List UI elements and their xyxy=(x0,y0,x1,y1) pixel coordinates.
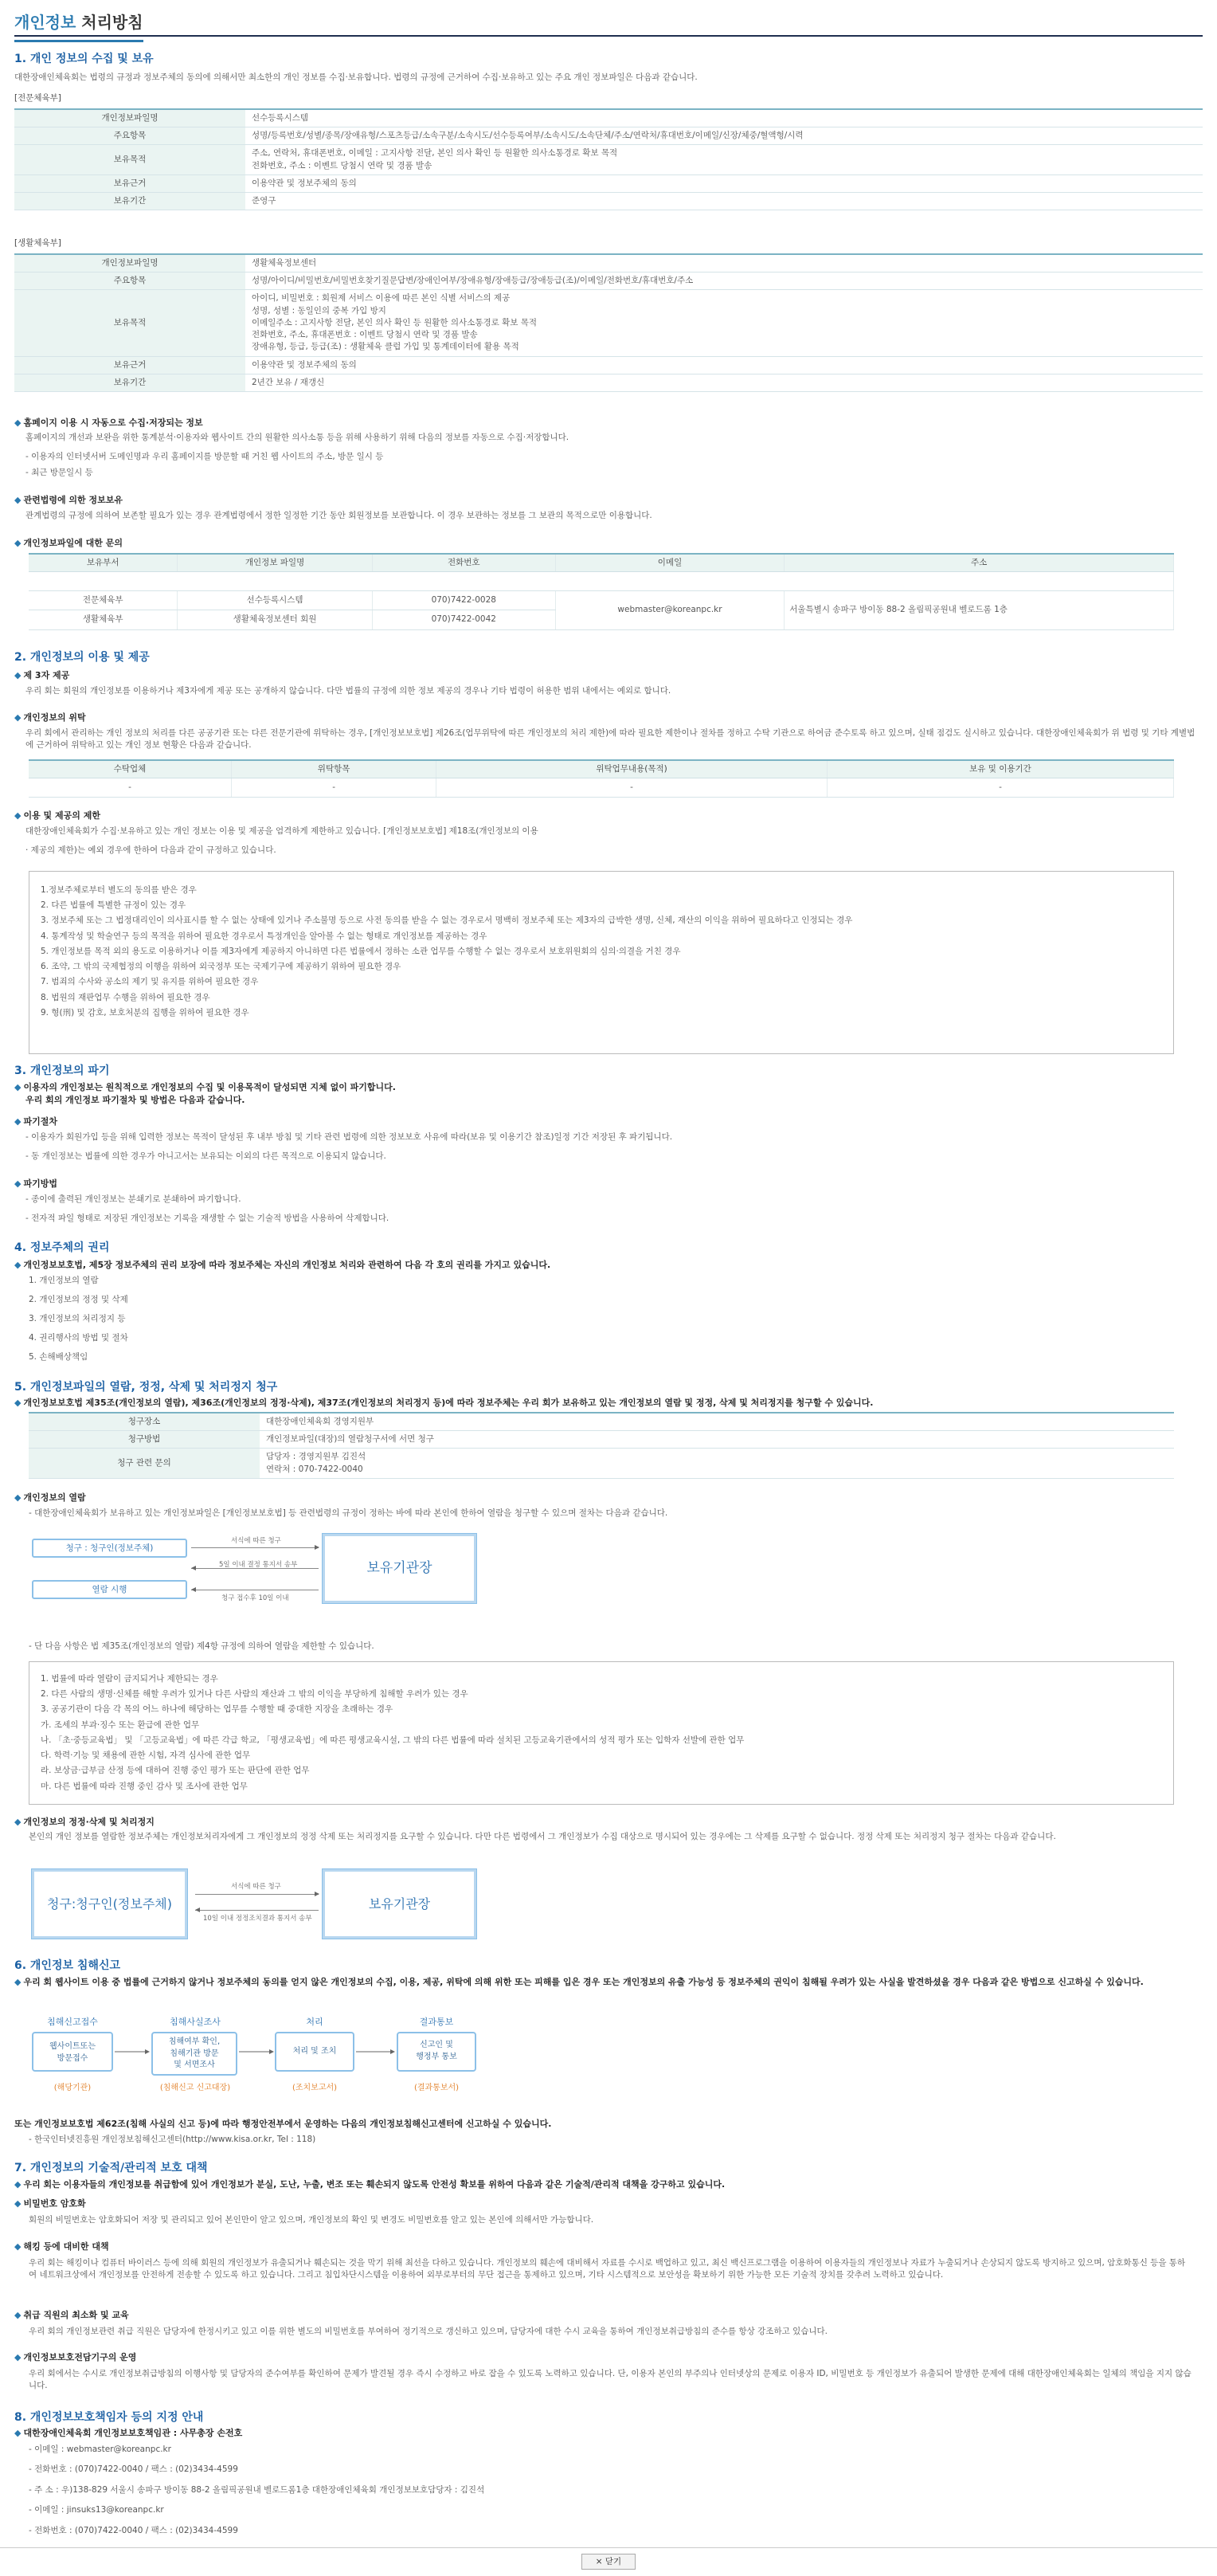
section-6-title: 6. 개인정보 침해신고 xyxy=(14,1959,120,1972)
heading-inquiry: ◆ 개인정보파일에 대한 문의 xyxy=(14,538,123,548)
heading-entrust: ◆ 개인정보의 위탁 xyxy=(14,712,86,723)
page-header xyxy=(14,0,1203,37)
list-item: 3. 개인정보의 처리정지 등 xyxy=(29,1314,126,1323)
step-sub-2: (침해신고 신고대장) xyxy=(159,2084,231,2092)
entrust-table: 수탁업체 위탁항목 위탁업무내용(목적) 보유 및 이용기간 - - - - xyxy=(29,759,1174,798)
entrust-text: 우리 회에서 관리하는 개인 정보의 처리를 다른 공공기관 또는 다른 전문기관에 위탁하는 경우, [개인정보보호법] 제26조(업무위탁에 따른 개인정보의 처리 제한)에 따라 필요한 제한이나 절차를 정하고 수탁 기관으로 하여금 준수토록 하고 있으며, 실태 점검도 실시하고 있습니다. 대한장애인체육회가 위 법령 및 기타 계별법에 근거하여 위탁하고 있는 개인 정보 현황은 다음과 같습니다. xyxy=(25,728,1195,751)
row-value: 성명/아이디/비밀번호/비밀번호찾기질문답변/장애인여부/장애유형/장애등급/장애등급(조)/이메일/전화번호/휴대번호/주소 xyxy=(245,272,1203,290)
row-key: 청구장소 xyxy=(29,1413,260,1431)
flow2-label-1: 서식에 따른 청구 xyxy=(231,1883,281,1891)
row-value: 성명/등록번호/성별/종목/장애유형/스포츠등급/소속구분/소속시도/선수등록여부/소속시도/소속단체/주소/연락처/휴대번호/이메일/신장/체중/혈액형/시력 xyxy=(245,127,1203,145)
request-table xyxy=(29,1412,1174,1479)
list-item: 8. 법원의 재판업무 수행을 위하여 필요한 경우 xyxy=(41,992,210,1002)
heading-auto-collect: ◆ 홈페이지 이용 시 자동으로 수집·저장되는 정보 xyxy=(14,418,203,428)
heading-password: ◆ 비밀번호 암호화 xyxy=(14,2198,86,2209)
list-item: 6. 조약, 그 밖의 국제협정의 이행을 위하여 외국정부 또는 국제기구에 제공하기 위하여 필요한 경우 xyxy=(41,962,401,972)
table-row: - - - - xyxy=(29,778,1174,798)
inq-head-phone: 전화번호 xyxy=(372,554,555,572)
row-value: 담당자 : 경영지원부 김진석 연락처 : 070-7422-0040 xyxy=(260,1449,1174,1478)
table-row: 전문체육부 선수등록시스템 070)7422-0028 webmaster@koreanpc.kr 서울특별시 송파구 방이동 88-2 올림픽공원내 벨로드롬 1층 xyxy=(29,591,1174,610)
section-7-title: 7. 개인정보의 기술적/관리적 보호 대책 xyxy=(14,2162,208,2174)
table-row xyxy=(14,356,1203,374)
list-item: 1. 개인정보의 열람 xyxy=(29,1276,99,1285)
officer-line: - 주 소 : 우)138-829 서울시 송파구 방이동 88-2 올림픽공원내 벨로드롬1층 대한장애인체육회 개인정보보호담당자 : 김진석 xyxy=(29,2485,485,2495)
row-value: 이용약관 및 정보주체의 동의 xyxy=(245,174,1203,192)
password-text: 회원의 비밀번호는 암호화되어 저장 및 관리되고 있어 본인만이 알고 있으며, 개인정보의 확인 및 변경도 비밀번호를 알고 있는 본인에 의해서만 가능합니다. xyxy=(29,2215,594,2225)
officer-line: - 이메일 : webmaster@koreanpc.kr xyxy=(29,2445,171,2454)
report-center-text: 또는 개인정보보호법 제62조(침해 사실의 신고 등)에 따라 행정안전부에서 운영하는 다음의 개인정보침해신고센터에 신고하실 수 있습니다. xyxy=(14,2119,552,2129)
law-retention-text: 관계법령의 규정에 의하여 보존할 필요가 있는 경우 관계법령에서 정한 일정한 기간 동안 회원정보를 보관합니다. 이 경우 보관하는 정보를 그 보관의 목적으로만 이용합니다. xyxy=(25,511,652,520)
list-item: 2. 개인정보의 정정 및 삭제 xyxy=(29,1295,128,1304)
heading-hacking: ◆ 해킹 등에 대비한 대책 xyxy=(14,2241,109,2252)
row-value: 2년간 보유 / 재갱신 xyxy=(245,374,1203,391)
section-2-title: 2. 개인정보의 이용 및 제공 xyxy=(14,651,150,664)
auto-collect-item-2: - 최근 방문일시 등 xyxy=(25,468,93,477)
section-3-title: 3. 개인정보의 파기 xyxy=(14,1065,110,1077)
section-5-title: 5. 개인정보파일의 열람, 정정, 삭제 및 처리정지 청구 xyxy=(14,1381,278,1394)
step-caption-3: 처리 xyxy=(306,2017,323,2027)
heading-fix: ◆ 개인정보의 정정·삭제 및 처리정지 xyxy=(14,1817,155,1827)
destroy-proc-1: - 이용자가 회원가입 등을 위해 입력한 정보는 목적이 달성된 후 내부 방침 및 기타 관련 법령에 의한 정보보호 사유에 따라(보유 및 이용기간 참조)일정 기간 저장된 후 파기됩니다. xyxy=(25,1132,673,1142)
flow-label-1: 서식에 따른 청구 xyxy=(231,1537,281,1545)
flow2-label-2: 10일 이내 정정조치결과 통지서 송부 xyxy=(203,1915,312,1923)
heading-destroy-main-2: 우리 회의 개인정보 파기절차 및 방법은 다음과 같습니다. xyxy=(25,1095,245,1105)
flow-label-2: 5일 이내 결정 통지서 송부 xyxy=(219,1561,298,1569)
destroy-method-1: - 종이에 출력된 개인정보는 분쇄기로 분쇄하여 파기합니다. xyxy=(25,1194,241,1204)
table-row xyxy=(14,254,1203,272)
limit-text-1: 대한장애인체육회가 수집·보유하고 있는 개인 정보는 이용 및 제공을 엄격하게 제한하고 있습니다. [개인정보보호법] 제18조(개인정보의 이용 xyxy=(25,826,538,836)
heading-request: ◆ 개인정보보호법 제35조(개인정보의 열람), 제36조(개인정보의 정정·삭제), 제37조(개인정보의 처리정지 등)에 따라 정보주체는 우리 회가 보유하고 있는 개인정보의 열람 및 정정, 삭제 및 처리정지를 청구할 수 있습니다. xyxy=(14,1398,874,1408)
table-file-2 xyxy=(14,253,1203,392)
limit-text-2: · 제공의 제한)는 예외 경우에 한하여 다음과 같이 규정하고 있습니다. xyxy=(25,845,276,855)
view-limit-box xyxy=(29,1661,1174,1805)
section-4-title: 4. 정보주체의 권리 xyxy=(14,1241,110,1254)
dept-label-1: [전문체육부] xyxy=(14,93,61,103)
table-row xyxy=(14,127,1203,145)
row-value: 개인정보파일(대장)의 열람청구서에 서면 청구 xyxy=(260,1431,1174,1449)
staff-text: 우리 회의 개인정보관련 취급 직원은 담당자에 한정시키고 있고 이를 위한 별도의 비밀번호를 부여하여 정기적으로 갱신하고 있으며, 담당자에 대한 수시 교육을 통하여 개인정보취급방침의 준수를 항상 강조하고 있습니다. xyxy=(29,2327,828,2336)
table-row xyxy=(14,145,1203,174)
destroy-proc-2: - 동 개인정보는 법률에 의한 경우가 아니고서는 보유되는 이외의 다른 목적으로 이용되지 않습니다. xyxy=(25,1151,386,1161)
step-caption-1: 침해신고접수 xyxy=(47,2017,98,2027)
row-value: 생활체육정보센터 xyxy=(245,254,1203,272)
row-key: 주요항목 xyxy=(14,127,245,145)
table-row xyxy=(29,1431,1174,1449)
list-item: 1.정보주체로부터 별도의 동의를 받은 경우 xyxy=(41,885,197,895)
row-value: 선수등록시스템 xyxy=(245,109,1203,127)
row-key: 보유목적 xyxy=(14,290,245,356)
auto-collect-text: 홈페이지의 개선과 보완을 위한 통계분석·이용자와 웹사이트 간의 원활한 의사소통 등을 위해 사용하기 위해 다음의 정보를 자동으로 수집·저장합니다. xyxy=(25,433,569,442)
destroy-method-2: - 전자적 파일 형태로 저장된 개인정보는 기록을 재생할 수 없는 기술적 방법을 사용하여 삭제합니다. xyxy=(25,1214,389,1223)
list-item: 5. 손해배상책임 xyxy=(29,1352,88,1362)
row-key: 보유근거 xyxy=(14,356,245,374)
list-item: 라. 보상금·급부금 산정 등에 대하여 진행 중인 평가 또는 판단에 관한 업무 xyxy=(41,1766,310,1776)
table-row xyxy=(14,109,1203,127)
hacking-text: 우리 회는 해킹이나 컴퓨터 바이러스 등에 의해 회원의 개인정보가 유출되거나 훼손되는 것을 막기 위해 최선을 다하고 있습니다. 개인정보의 훼손에 대비해서 자료를 수시로 백업하고 있고, 최신 백신프로그램을 이용하여 이용자들의 개인정보나 자료가 누출되거나 손상되지 않도록 방지하고 있으며, 암호화통신 등을 통하여 네트워크상에서 개인정보를 안전하게 전송할 수 있도록 하고 있습니다. 그리고 침입차단시스템을 이용하여 외부로부터의 무단 접근을 통제하고 있으며, 기타 시스템적으로 보안성을 확보하기 위한 가능한 모든 기술적 장치를 갖추려 노력하고 있습니다. xyxy=(29,2258,1186,2280)
close-button[interactable]: × 닫기 xyxy=(581,2554,636,2570)
table-file-1 xyxy=(14,108,1203,210)
inq-head-email: 이메일 xyxy=(555,554,785,572)
list-item: 2. 다른 법률에 특별한 규정이 있는 경우 xyxy=(41,900,186,911)
list-item: 5. 개인정보를 목적 외의 용도로 이용하거나 이를 제3자에게 제공하지 아니하면 다른 법률에서 정하는 소관 업무를 수행할 수 없는 경우로서 보호위원회의 심의·의결을 거친 경우 xyxy=(41,946,681,956)
list-item: 9. 형(刑) 및 감호, 보호처분의 집행을 위하여 필요한 경우 xyxy=(41,1007,249,1017)
inq-head-address: 주소 xyxy=(785,554,1174,572)
inq-address: 서울특별시 송파구 방이동 88-2 올림픽공원내 벨로드롬 1층 xyxy=(785,591,1174,629)
row-key: 보유목적 xyxy=(14,145,245,174)
view-text: - 대한장애인체육회가 보유하고 있는 개인정보파일은 [개인정보보호법] 등 관련법령의 규정이 정하는 바에 따라 본인에 한하여 열람을 청구할 수 있으며 절차는 다음과 같습니다. xyxy=(29,1508,668,1518)
flow-holder-box: 보유기관장 xyxy=(323,1534,476,1603)
list-item: 2. 다른 사람의 생명·신체를 해할 우려가 있거나 다른 사람의 재산과 그 밖의 이익을 부당하게 침해할 우려가 있는 경우 xyxy=(41,1689,468,1700)
list-item: 3. 정보주체 또는 그 법정대리인이 의사표시를 할 수 없는 상태에 있거나 주소불명 등으로 사전 동의를 받을 수 없는 경우로서 명백히 정보주체 또는 제3자의 급박한 생명, 신체, 재산의 이익을 위하여 필요하다고 인정되는 경우 xyxy=(41,916,853,926)
dept-label-2: [생활체육부] xyxy=(14,238,61,248)
row-key: 보유근거 xyxy=(14,174,245,192)
inq-head-dept: 보유부서 xyxy=(29,554,178,572)
list-item: 4. 통계작성 및 학술연구 등의 목적을 위하여 필요한 경우로서 특정개인을 알아볼 수 없는 형태로 개인정보를 제공하는 경우 xyxy=(41,931,487,941)
step-caption-4: 결과통보 xyxy=(419,2017,454,2027)
officer-line: - 전화번호 : (070)7422-0040 / 팩스 : (02)3434-4599 xyxy=(29,2526,238,2535)
step-sub-4: (결과통보서) xyxy=(413,2084,460,2092)
heading-officer: ◆ 대한장애인체육회 개인정보보호책임관 : 사무총장 손전호 xyxy=(14,2428,243,2438)
flow2-holder-box: 보유기관장 xyxy=(323,1869,476,1939)
heading-destroy-method: ◆ 파기방법 xyxy=(14,1178,57,1189)
heading-staff: ◆ 취급 직원의 최소화 및 교육 xyxy=(14,2310,129,2320)
table-row xyxy=(14,290,1203,356)
step-caption-2: 침해사실조사 xyxy=(170,2017,221,2027)
list-item: 4. 권리행사의 방법 및 절차 xyxy=(29,1333,128,1343)
heading-view: ◆ 개인정보의 열람 xyxy=(14,1492,86,1503)
flow2-requester-box: 청구:청구인(정보주체) xyxy=(32,1869,187,1939)
row-value: 이용약관 및 정보주체의 동의 xyxy=(245,356,1203,374)
officer-line: - 전화번호 : (070)7422-0040 / 팩스 : (02)3434-4599 xyxy=(29,2464,238,2474)
heading-third-party: ◆ 제 3자 제공 xyxy=(14,670,70,680)
list-item: 다. 학력·기능 및 채용에 관한 시험, 자격 심사에 관한 업무 xyxy=(41,1751,251,1761)
fix-text: 본인의 개인 정보를 열람한 정보주체는 개인정보처리자에게 그 개인정보의 정정 삭제 또는 처리정지를 요구할 수 있습니다. 다만 다른 법령에서 그 개인정보가 수집 대상으로 명시되어 있는 경우에는 그 삭제를 요구할 수 없습니다. 정정 삭제 또는 처리정지 청구 절차는 다음과 같습니다. xyxy=(29,1832,1056,1841)
third-party-text: 우리 회는 회원의 개인정보를 이용하거나 제3자에게 제공 또는 공개하지 않습니다. 다만 법률의 규정에 의한 정보 제공의 경우나 기타 법령이 허용한 범위 내에서는 예외로 합니다. xyxy=(25,686,671,696)
row-value: 주소, 연락처, 휴대폰번호, 이메일 : 고지사항 전달, 본인 의사 확인 등 원활한 의사소통경로 확보 목적 전화번호, 주소 : 이벤트 당첨시 연락 및 경품 발송 xyxy=(245,145,1203,174)
heading-law-retention: ◆ 관련법령에 의한 정보보유 xyxy=(14,495,123,505)
inquiry-table xyxy=(29,553,1174,630)
heading-org: ◆ 개인정보보호전담기구의 운영 xyxy=(14,2352,137,2362)
heading-destroy-proc: ◆ 파기절차 xyxy=(14,1116,57,1127)
list-item: 1. 법률에 따라 열람이 금지되거나 제한되는 경우 xyxy=(41,1674,218,1684)
row-value: 대한장애인체육회 경영지원부 xyxy=(260,1413,1174,1431)
row-key: 주요항목 xyxy=(14,272,245,290)
flow-label-3: 청구 접수후 10일 이내 xyxy=(221,1594,289,1602)
step-sub-1: (해당기관) xyxy=(53,2084,92,2092)
table-row xyxy=(14,272,1203,290)
table-row xyxy=(29,1413,1174,1431)
list-item: 3. 공공기관이 다음 각 목의 어느 하나에 해당하는 업무를 수행할 때 중대한 지장을 초래하는 경우 xyxy=(41,1704,393,1715)
flow-request-button: 청구 : 청구인(정보주체) xyxy=(32,1539,187,1558)
step-box-2: 침해여부 확인, 침해기관 방문 및 서면조사 xyxy=(151,2032,237,2076)
step-box-4: 신고인 및 행정부 통보 xyxy=(397,2032,476,2072)
list-item: 가. 조세의 부과·징수 또는 환급에 관한 업무 xyxy=(41,1719,200,1730)
row-key: 보유기간 xyxy=(14,193,245,210)
view-limit-text: - 단 다음 사항은 법 제35조(개인정보의 열람) 제4항 규정에 의하여 열람을 제한할 수 있습니다. xyxy=(29,1641,374,1651)
table-row xyxy=(29,1449,1174,1478)
row-value: 아이디, 비밀번호 : 회원제 서비스 이용에 따른 본인 식별 서비스의 제공 성명, 성별 : 동일인의 중복 가입 방지 이메일주소 : 고지사항 전달, 본인 의사 확인 등 원활한 의사소통경로 확보 목적 전화번호, 주소, 휴대폰번호 : 이벤트 당첨시 연락 및 경품 발송 장애유형, 등급, 등급(조) : 생활체육 클럽 가입 및 통계데이터에 활용 목적 xyxy=(245,290,1203,356)
heading-limit: ◆ 이용 및 제공의 제한 xyxy=(14,810,100,821)
heading-protect: ◆ 우리 회는 이용자들의 개인정보를 취급함에 있어 개인정보가 분실, 도난, 누출, 변조 또는 훼손되지 않도록 안전성 확보를 위하여 다음과 같은 기술적/관리적 대책을 강구하고 있습니다. xyxy=(14,2179,726,2190)
list-item: 나. 「초·중등교육법」 및 「고등교육법」에 따른 각급 학교, 「평생교육법」에 따른 평생교육시설, 그 밖의 다른 법률에 따라 설치된 고등교육기관에서의 성적 평가 또는 입학자 선발에 관한 업무 xyxy=(41,1735,745,1745)
heading-rights: ◆ 개인정보보호법, 제5장 정보주체의 권리 보장에 따라 정보주체는 자신의 개인정보 처리와 관련하여 다음 각 호의 권리를 가지고 있습니다. xyxy=(14,1260,551,1270)
limit-list-box xyxy=(29,871,1174,1054)
section-1-title: 1. 개인 정보의 수집 및 보유 xyxy=(14,53,154,65)
table-row xyxy=(14,193,1203,210)
table-row xyxy=(14,374,1203,391)
row-value: 준영구 xyxy=(245,193,1203,210)
row-key: 개인정보파일명 xyxy=(14,109,245,127)
step-box-3: 처리 및 조치 xyxy=(275,2032,354,2072)
list-item: 마. 다른 법률에 따라 진행 중인 감사 및 조사에 관한 업무 xyxy=(41,1781,248,1791)
table-row xyxy=(14,174,1203,192)
inq-email: webmaster@koreanpc.kr xyxy=(555,591,785,629)
heading-destroy-main: ◆ 이용자의 개인정보는 원칙적으로 개인정보의 수집 및 이용목적이 달성되면 지체 없이 파기합니다. xyxy=(14,1082,396,1092)
row-key: 청구방법 xyxy=(29,1431,260,1449)
row-key: 개인정보파일명 xyxy=(14,254,245,272)
section-8-title: 8. 개인정보보호책임자 등의 지정 안내 xyxy=(14,2411,204,2424)
report-center-link: - 한국인터넷진흥원 개인정보침해신고센터(http://www.kisa.or.kr, Tel : 118) xyxy=(29,2135,316,2144)
heading-report: ◆ 우리 회 웹사이트 이용 중 법률에 근거하지 않거나 정보주체의 동의를 얻지 않은 개인정보의 수집, 이용, 제공, 위탁에 의해 위한 또는 피해를 입은 경우 또는 개인정보의 유출 가능성 등 정보주체의 권익이 침해될 우려가 있는 사실을 발견하셨을 경우 다음과 같은 방법으로 신고하실 수 있습니다. xyxy=(14,1977,1144,1987)
list-item: 7. 범죄의 수사와 공소의 제기 및 유지를 위하여 필요한 경우 xyxy=(41,977,259,987)
row-key: 보유기간 xyxy=(14,374,245,391)
page-title: 개인정보 처리방침 xyxy=(14,11,143,34)
table-row: 생활체육부 생활체육정보센터 회원 070)7422-0042 xyxy=(29,610,1174,629)
step-sub-3: (조치보고서) xyxy=(292,2084,338,2092)
inq-head-file: 개인정보 파일명 xyxy=(178,554,372,572)
section-1-intro: 대한장애인체육회는 법령의 규정과 정보주체의 동의에 의해서만 최소한의 개인 정보를 수집·보유합니다. 법령의 규정에 근거하여 수집·보유하고 있는 주요 개인 정보파일은 다음과 같습니다. xyxy=(14,73,698,82)
flow-view-button: 열람 시행 xyxy=(32,1580,187,1599)
officer-line: - 이메일 : jinsuks13@koreanpc.kr xyxy=(29,2505,164,2515)
step-box-1: 웹사이트또는 방문접수 xyxy=(32,2032,113,2072)
row-key: 청구 관련 문의 xyxy=(29,1449,260,1478)
auto-collect-item-1: - 이용자의 인터넷서버 도메인명과 우리 홈페이지를 방문할 때 거친 웹 사이트의 주소, 방문 일시 등 xyxy=(25,452,384,461)
org-text: 우리 회에서는 수시로 개인정보취급방침의 이행사항 및 담당자의 준수여부를 확인하여 문제가 발견될 경우 즉시 수정하고 바로 잡을 수 있도록 노력하고 있습니다. 단, 이용자 본인의 부주의나 인터넷상의 문제로 이용자 ID, 비밀번호 등 개인정보가 유출되어 발생한 문제에 대해 대한장애인체육회는 일체의 책임을 지지 않습니다. xyxy=(29,2369,1192,2391)
